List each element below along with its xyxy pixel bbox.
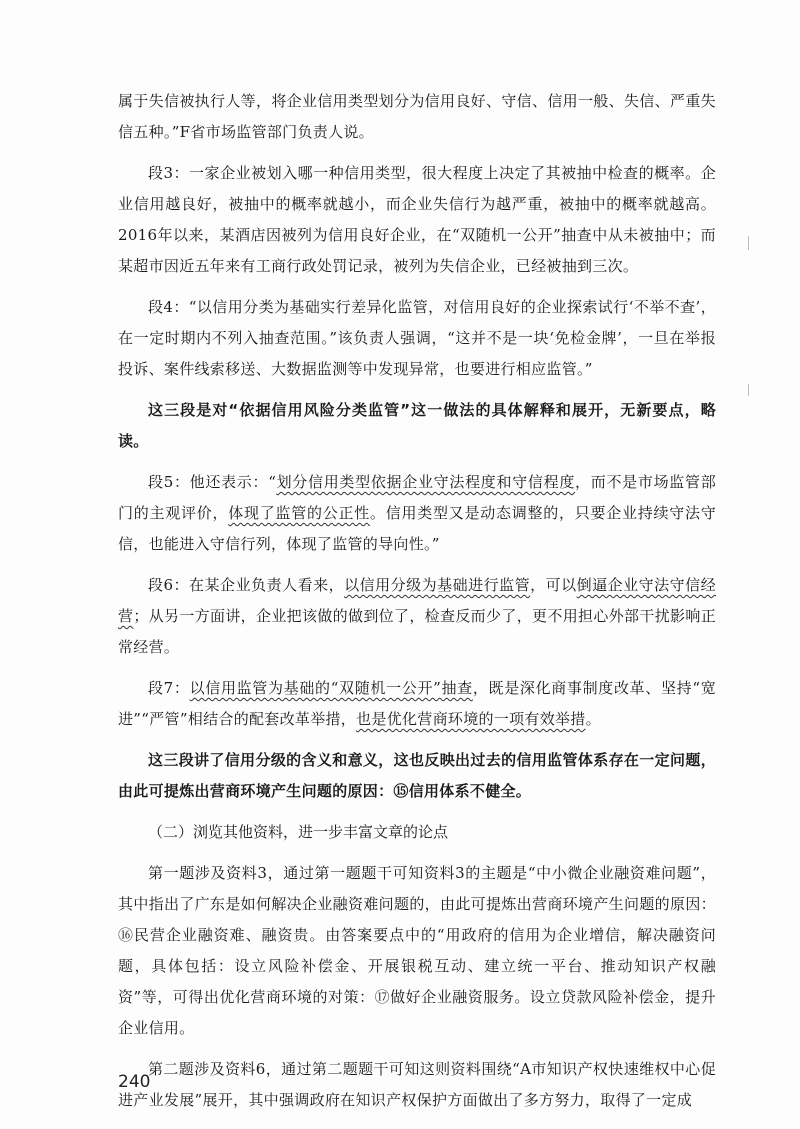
segment-7-highlight-2: 也是优化营商环境的一项有效举措 — [356, 710, 586, 728]
paragraph-1: 属于失信被执行人等，将企业信用类型划分为信用良好、守信、信用一般、失信、严重失信五种。”F省市场监管部门负责人说。 — [118, 92, 716, 141]
segment-7-tail: 。 — [585, 710, 601, 728]
segment-6-text-2: ，可以 — [530, 576, 577, 594]
section-heading: （二）浏览其他资料，进一步丰富文章的论点 — [148, 823, 449, 841]
margin-mark — [748, 236, 749, 250]
paragraph-segment-7 — [118, 673, 716, 735]
paragraph-segment-5 — [118, 467, 716, 560]
paragraph-segment-4: 段4：“以信用分类为基础实行差异化监管，对信用良好的企业探索试行‘不举不查’，在一定时期内不列入抽查范围。”该负责人强调，“这并不是一块‘免检金牌’，一旦在举报投诉、案件线索移送、大数据监测等中发现异常，也要进行相应监管。” — [118, 298, 716, 378]
paragraph-segment-3: 段3：一家企业被划入哪一种信用类型，很大程度上决定了其被抽中检查的概率。企业信用越良好，被抽中的概率就越小，而企业失信行为越严重，被抽中的概率就越高。2016年以来，某酒店因被列为信用良好企业，在“双随机一公开”抽查中从未被抽中；而某超市因近五年来有工商行政处罚记录，被列为失信企业，已经被抽到三次。 — [118, 164, 716, 275]
segment-7-highlight-1: 以信用监管为基础的“双随机一公开”抽查 — [189, 679, 473, 697]
segment-5-tail: 。信用类型又是动态调整的，只要企业持续守法守信，也能进入守信行列，体现了监管的导向性。” — [118, 504, 716, 553]
page-content — [118, 86, 716, 1126]
analysis-note-2: 这三段讲了信用分级的含义和意义，这也反映出过去的信用监管体系存在一定问题，由此可提炼出营商环境产生问题的原因：⑮信用体系不健全。 — [118, 751, 716, 800]
paragraph-question-2: 第二题涉及资料6，通过第二题题干可知这则资料围绕“A市知识产权快速维权中心促进产业发展”展开，其中强调政府在知识产权保护方面做出了多方努力，取得了一定成 — [118, 1060, 716, 1109]
margin-mark — [748, 384, 749, 396]
segment-5-highlight-2: 体现了监管的公正性 — [228, 504, 370, 522]
paragraph-segment-6 — [118, 570, 716, 663]
segment-5-text-2: ，而不是市场监管部门的主观评价， — [118, 473, 717, 522]
segment-6-lead: 段6：在某企业负责人看来， — [148, 576, 345, 594]
page-number: 240 — [118, 1072, 151, 1092]
segment-6-highlight-1: 以信用分级为基础进行监管 — [344, 576, 531, 594]
segment-5-lead: 段5：他还表示：“ — [148, 473, 277, 491]
paragraph-question-1: 第一题涉及资料3，通过第一题题干可知资料3的主题是“中小微企业融资难问题”，其中指出了广东是如何解决企业融资难问题的，由此可提炼出营商环境产生问题的原因：⑯民营企业融资难、融资贵。由答案要点中的“用政府的信用为企业增信，解决融资问题，具体包括：设立风险补偿金、开展银税互动、建立统一平台、推动知识产权融资”等，可得出优化营商环境的对策：⑰做好企业融资服务。设立贷款风险补偿金，提升企业信用。 — [118, 864, 716, 1037]
segment-5-highlight-1: 划分信用类型依据企业守法程度和守信程度 — [276, 473, 576, 491]
segment-7-lead: 段7： — [148, 679, 190, 697]
segment-6-tail: ；从另一方面讲，企业把该做的做到位了，检查反而少了，更不用担心外部干扰影响正常经营。 — [118, 607, 716, 656]
segment-7-text-2: ，既是深化商事制度改革、坚持“宽进”“严管”相结合的配套改革举措， — [118, 679, 716, 728]
analysis-note-1: 这三段是对“依据信用风险分类监管”这一做法的具体解释和展开，无新要点，略读。 — [118, 401, 716, 450]
segment-6-highlight-2: 倒逼企业守法守信经营 — [118, 576, 716, 625]
